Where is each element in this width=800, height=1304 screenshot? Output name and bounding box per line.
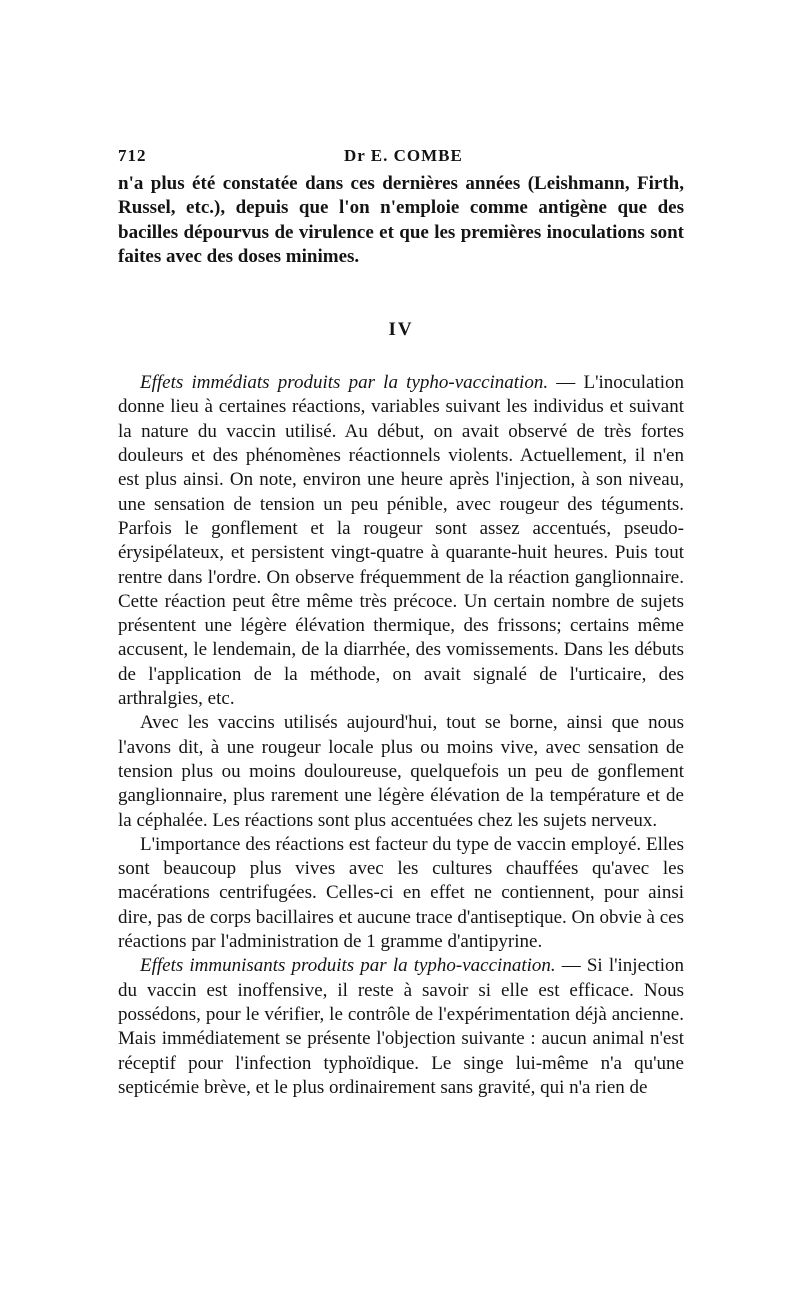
subheading-immediate-effects: Effets immédiats produits par la typho-vaccination. (140, 372, 549, 394)
paragraph-reaction-importance: L'importance des réactions est facteur du type de vaccin employé. Elles sont beaucoup plus vives avec les cultures chauffées qu'avec les macérations centrifugées. Celles-ci en effet ne contiennent, pour ainsi dire, pas de corps bacillaires et aucune trace d'antiseptique. On obvie à ces réactions par l'administration de 1 gramme d'antipyrine. (118, 833, 684, 953)
running-head-author: Dr E. COMBE (344, 146, 463, 165)
body-immunizing-effects: — Si l'injection du vaccin est inoffensive, il reste à savoir si elle est efficace. Nous possédons, pour le vérifier, le contrôle de l'expérimentation déjà ancienne. Mais immédiatement se présente l'objection suivante : aucun animal n'est réceptif pour l'infection typhoïdique. Le singe lui-même n'a qu'une septicémie brève, et le plus ordinairement sans gravité, qui n'a rien de (118, 955, 685, 1098)
book-page (118, 146, 684, 1100)
paragraph-current-vaccines: Avec les vaccins utilisés aujourd'hui, tout se borne, ainsi que nous l'avons dit, à une rougeur locale plus ou moins vive, avec sensation de tension plus ou moins douloureuse, quelquefois un peu de gonflement ganglionnaire, plus rarement une légère élévation de la température et de la céphalée. Les réactions sont plus accentuées chez les sujets nerveux. (118, 712, 684, 831)
section-number: IV (388, 319, 414, 341)
paragraph-immunizing-effects (118, 954, 684, 1100)
body-immediate-effects: — L'inoculation donne lieu à certaines réactions, variables suivant les individus et suivant la nature du vaccin utilisé. Au début, on avait observé de très fortes douleurs et des phénomènes réactionnels violents. Actuellement, il n'en est plus ainsi. On note, environ une heure après l'injection, à son niveau, une sensation de tension un peu pénible, avec rougeur des téguments. Parfois le gonflement et la rougeur sont assez accentués, pseudo-érysipélateux, et persistent vingt-quatre à quarante-huit heures. Puis tout rentre dans l'ordre. On observe fréquemment de la réaction ganglionnaire. Cette réaction peut être même très précoce. Un certain nombre de sujets présentent une légère élévation thermique, des frissons; certains même accusent, le lendemain, de la diarrhée, des vomissements. Dans les débuts de l'application de la méthode, on avait signalé de l'urticaire, des arthralgies, etc. (118, 372, 684, 710)
running-head (118, 146, 684, 172)
paragraph-immediate-effects (118, 371, 684, 711)
subheading-immunizing-effects: Effets immunisants produits par la typho-vaccination. (140, 955, 556, 977)
page-number: 712 (118, 146, 147, 165)
intro-paragraph: n'a plus été constatée dans ces dernières années (Leishmann, Firth, Russel, etc.), depuis que l'on n'emploie comme antigène que des bacilles dépourvus de virulence et que les premières inoculations sont faites avec des doses minimes. (118, 173, 684, 267)
